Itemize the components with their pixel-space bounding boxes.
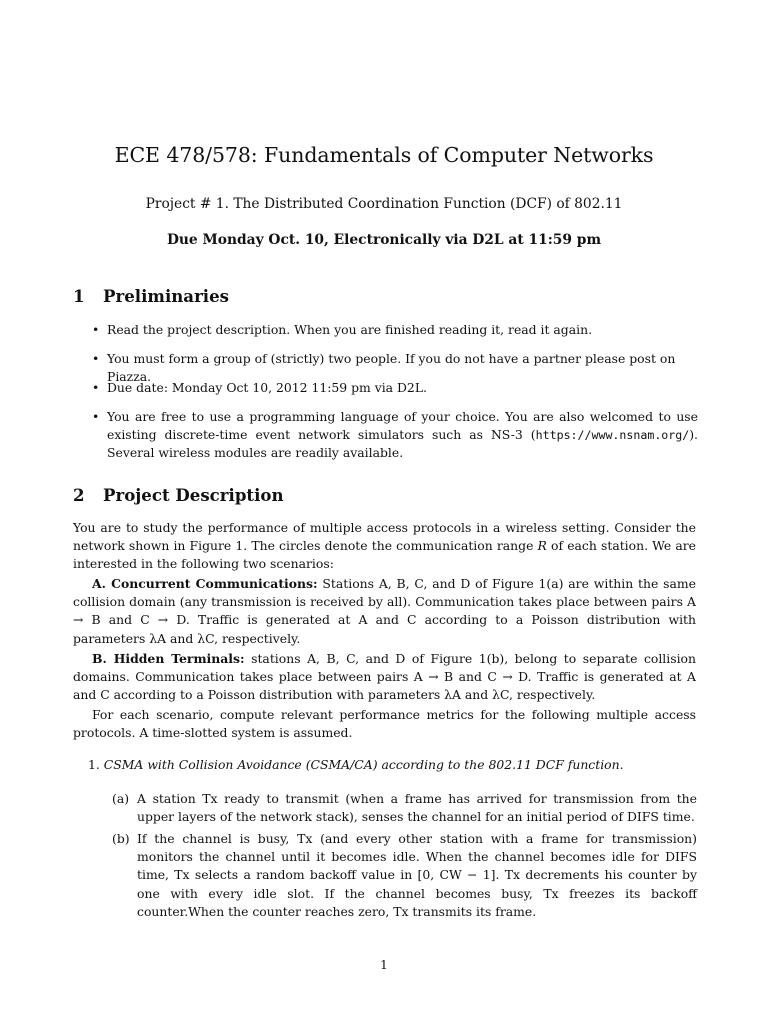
scenario-a-text: Stations A, B, C, and D of Figure 1(a) are within the same collision domain (any transmission is received by all). Communication takes place between pairs A → B and C → D. Traffic is generated at A and C according to a Poisson distribution with parameters λA and λC, respectively.: [73, 576, 697, 646]
list-item-text: [107, 408, 698, 462]
page-number: 1: [380, 958, 388, 972]
protocol-step-b: [112, 830, 697, 921]
bullet-icon: •: [92, 351, 100, 366]
scenario-b-paragraph: [73, 650, 696, 705]
step-label: (b): [112, 831, 130, 846]
section-heading-preliminaries: [73, 286, 229, 306]
nsnam-url: https://www.nsnam.org/: [535, 428, 690, 442]
section-title: Preliminaries: [103, 286, 230, 306]
for-each-paragraph: For each scenario, compute relevant performance metrics for the following multiple access protocols. A time-slotted system is assumed.: [73, 707, 696, 741]
list-item-text: You must form a group of (strictly) two people. If you do not have a partner please post on Piazza.: [107, 351, 676, 384]
protocol-step-a: [112, 790, 697, 826]
protocol-title: CSMA with Collision Avoidance (CSMA/CA) according to the 802.11 DCF function.: [103, 757, 624, 772]
step-text: A station Tx ready to transmit (when a frame has arrived for transmission from the upper layers of the network stack), senses the channel for an initial period of DIFS time.: [137, 791, 697, 825]
scenario-a-paragraph: [73, 575, 696, 648]
intro-text: of each station. We are interested in the following two scenarios:: [73, 538, 696, 572]
section-number: 2: [73, 485, 85, 505]
list-item-text: Read the project description. When you are finished reading it, read it again.: [107, 322, 593, 337]
section-heading-project-description: [73, 485, 284, 505]
protocol-number: 1.: [88, 757, 100, 772]
step-text: If the channel is busy, Tx (and every other station with a frame for transmission) monitors the channel until it becomes idle. When the channel becomes idle for DIFS time, Tx selects a random backoff value in [0, CW − 1]. Tx decrements his counter by one with every idle slot. If the channel becomes busy, Tx freezes its backoff counter.When the counter reaches zero, Tx transmits its frame.: [137, 831, 697, 919]
scenario-a-label: A. Concurrent Communications:: [92, 576, 318, 591]
bullet-icon: •: [92, 322, 100, 337]
section-title: Project Description: [103, 485, 284, 505]
intro-text: You are to study the performance of multiple access protocols in a wireless setting. Consider the network shown in Figure 1. The circles denote the communication range: [73, 520, 696, 554]
intro-paragraph: [73, 519, 696, 574]
section-number: 1: [73, 286, 85, 306]
range-symbol: R: [537, 538, 547, 554]
document-title: ECE 478/578: Fundamentals of Computer Networks: [114, 143, 654, 167]
list-item-text-part: You are free to use a programming language of your choice. You are also welcomed to use existing discrete-time event network simulators such as NS-3 (: [107, 409, 698, 442]
bullet-icon: •: [92, 380, 100, 395]
due-date-line: Due Monday Oct. 10, Electronically via D2L at 11:59 pm: [166, 232, 602, 248]
scenario-b-label: B. Hidden Terminals:: [92, 651, 245, 666]
document-subtitle: Project # 1. The Distributed Coordination Function (DCF) of 802.11: [145, 196, 623, 212]
list-item-text-part: ). Several wireless modules are readily available.: [107, 427, 698, 460]
list-item-text: Due date: Monday Oct 10, 2012 11:59 pm via D2L.: [107, 380, 427, 395]
bullet-icon: •: [92, 409, 100, 424]
step-label: (a): [112, 791, 130, 806]
scenario-b-text: stations A, B, C, and D of Figure 1(b), belong to separate collision domains. Communication takes place between pairs A → B and C → D. Traffic is generated at A and C according to a Poisson distribution with parameters λA and λC, respectively.: [73, 651, 696, 703]
protocol-item: [88, 756, 696, 774]
